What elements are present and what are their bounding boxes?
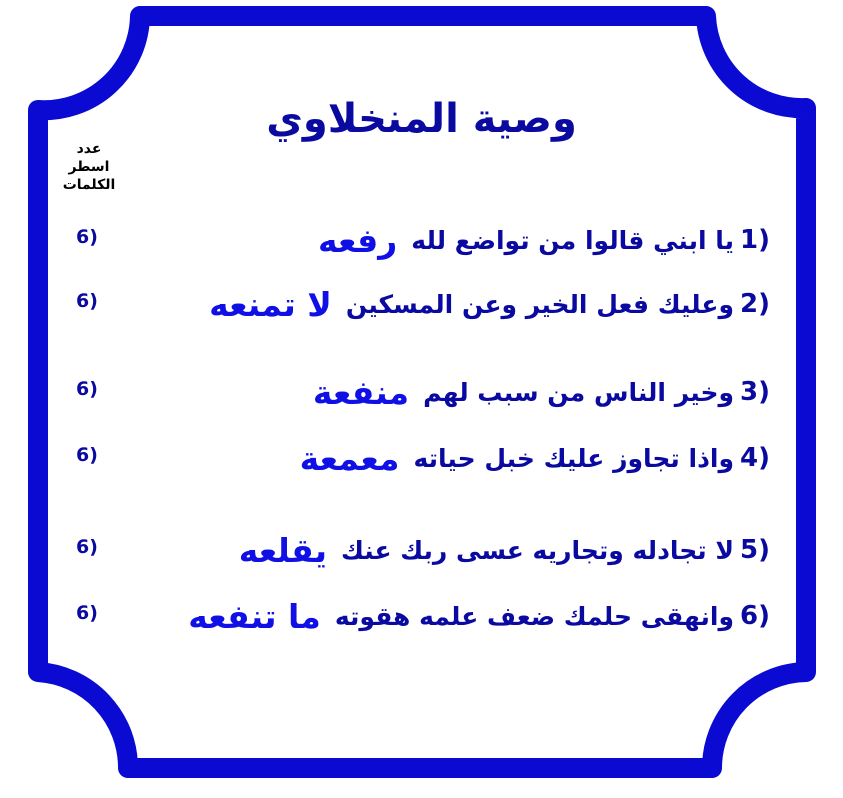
poem-title: وصية المنخلاوي bbox=[266, 96, 577, 142]
verse-line-3 bbox=[70, 366, 770, 418]
word-count: 6) bbox=[76, 378, 98, 400]
verse-line-2 bbox=[70, 278, 770, 330]
word-count-header bbox=[58, 140, 120, 194]
verse-ending: معمعة bbox=[299, 438, 400, 478]
word-count: 6) bbox=[76, 290, 98, 312]
verse-number: 6) bbox=[740, 601, 770, 631]
verse-ending: يقلعه bbox=[238, 530, 327, 570]
verse-number: 2) bbox=[740, 289, 770, 319]
verse-line-6 bbox=[70, 590, 770, 642]
verse-line-5 bbox=[70, 524, 770, 576]
verse-number: 4) bbox=[740, 443, 770, 473]
verse-text: وعليك فعل الخير وعن المسكين bbox=[345, 289, 735, 319]
word-count: 6) bbox=[76, 444, 98, 466]
verse-ending: منفعة bbox=[312, 372, 410, 412]
word-count: 6) bbox=[76, 226, 98, 248]
verse-number: 1) bbox=[740, 225, 770, 255]
verse-text: يا ابني قالوا من تواضع لله bbox=[411, 225, 735, 255]
word-count-header-line: الكلمات bbox=[62, 177, 116, 193]
word-count: 6) bbox=[76, 536, 98, 558]
word-count: 6) bbox=[76, 602, 98, 624]
verse-line-4 bbox=[70, 432, 770, 484]
verse-number: 5) bbox=[740, 535, 770, 565]
verse-ending: رفعه bbox=[318, 220, 398, 260]
verse-text: لا تجادله وتجاريه عسى ربك عنك bbox=[341, 535, 735, 565]
verse-number: 3) bbox=[740, 377, 770, 407]
word-count-header-line: عدد bbox=[76, 141, 102, 157]
word-count-header-line: اسطر bbox=[68, 159, 110, 175]
verse-text: وخير الناس من سبب لهم bbox=[423, 377, 735, 407]
verse-ending: لا تمنعه bbox=[209, 284, 332, 324]
verse-line-1 bbox=[70, 214, 770, 266]
verse-ending: ما تنفعه bbox=[188, 596, 321, 636]
verse-text: وانهقى حلمك ضعف علمه هقوته bbox=[334, 601, 735, 631]
verse-text: واذا تجاوز عليك خبل حياته bbox=[413, 443, 735, 473]
